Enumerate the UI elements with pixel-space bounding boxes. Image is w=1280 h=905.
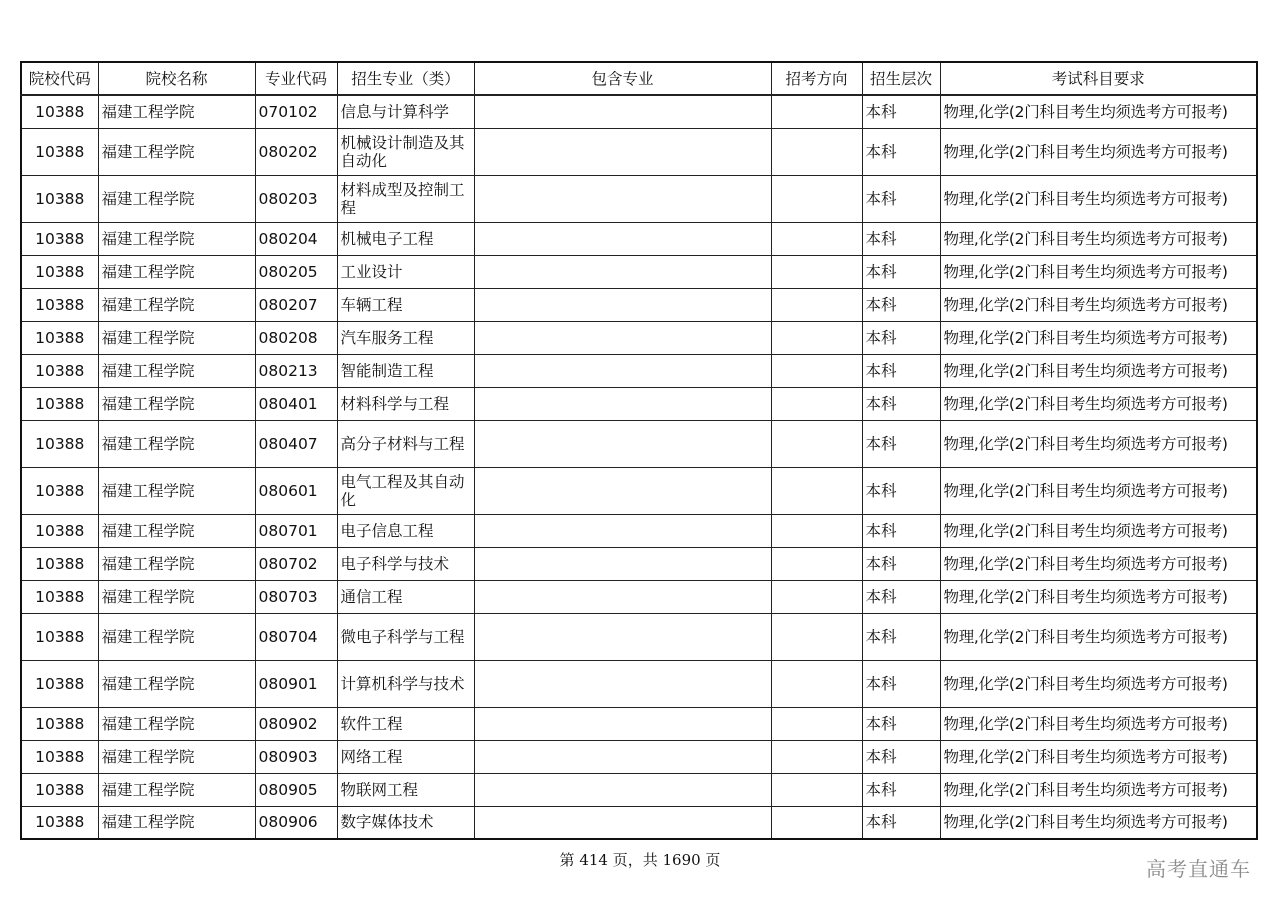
cell-direction: [771, 514, 862, 547]
cell-school-name: 福建工程学院: [98, 128, 255, 175]
cell-school-name: 福建工程学院: [98, 175, 255, 222]
table-row: [21, 175, 1257, 222]
header-direction: 招考方向: [771, 62, 862, 95]
cell-school-code: 10388: [21, 387, 98, 420]
cell-level: 本科: [862, 613, 940, 660]
cell-direction: [771, 707, 862, 740]
cell-major-code: 080208: [255, 321, 337, 354]
cell-major: 数字媒体技术: [337, 806, 474, 839]
cell-requirement: 物理,化学(2门科目考生均须选考方可报考): [940, 95, 1257, 128]
table-row: [21, 467, 1257, 514]
table-row: [21, 420, 1257, 467]
cell-requirement: 物理,化学(2门科目考生均须选考方可报考): [940, 387, 1257, 420]
cell-level: 本科: [862, 175, 940, 222]
cell-direction: [771, 288, 862, 321]
table-body: [21, 95, 1257, 839]
table-row: [21, 547, 1257, 580]
table-row: [21, 514, 1257, 547]
cell-school-code: 10388: [21, 420, 98, 467]
cell-direction: [771, 255, 862, 288]
cell-level: 本科: [862, 255, 940, 288]
cell-requirement: 物理,化学(2门科目考生均须选考方可报考): [940, 514, 1257, 547]
header-major: 招生专业（类）: [337, 62, 474, 95]
cell-school-code: 10388: [21, 321, 98, 354]
cell-major-code: 080702: [255, 547, 337, 580]
cell-school-code: 10388: [21, 255, 98, 288]
cell-includes: [474, 321, 771, 354]
cell-includes: [474, 420, 771, 467]
cell-major-code: 080704: [255, 613, 337, 660]
cell-school-code: 10388: [21, 660, 98, 707]
cell-school-name: 福建工程学院: [98, 255, 255, 288]
header-level: 招生层次: [862, 62, 940, 95]
cell-major: 材料科学与工程: [337, 387, 474, 420]
table-row: [21, 740, 1257, 773]
cell-level: 本科: [862, 288, 940, 321]
cell-level: 本科: [862, 740, 940, 773]
cell-major: 机械设计制造及其自动化: [337, 128, 474, 175]
cell-level: 本科: [862, 128, 940, 175]
cell-major: 汽车服务工程: [337, 321, 474, 354]
cell-requirement: 物理,化学(2门科目考生均须选考方可报考): [940, 773, 1257, 806]
cell-direction: [771, 95, 862, 128]
cell-school-code: 10388: [21, 222, 98, 255]
cell-direction: [771, 222, 862, 255]
cell-level: 本科: [862, 467, 940, 514]
cell-major-code: 080902: [255, 707, 337, 740]
cell-major: 物联网工程: [337, 773, 474, 806]
cell-school-name: 福建工程学院: [98, 773, 255, 806]
cell-major-code: 080905: [255, 773, 337, 806]
cell-school-name: 福建工程学院: [98, 740, 255, 773]
cell-school-code: 10388: [21, 707, 98, 740]
cell-school-code: 10388: [21, 467, 98, 514]
cell-major: 网络工程: [337, 740, 474, 773]
cell-school-name: 福建工程学院: [98, 580, 255, 613]
cell-includes: [474, 255, 771, 288]
cell-major: 机械电子工程: [337, 222, 474, 255]
cell-requirement: 物理,化学(2门科目考生均须选考方可报考): [940, 288, 1257, 321]
cell-includes: [474, 740, 771, 773]
cell-school-name: 福建工程学院: [98, 95, 255, 128]
cell-major-code: 080407: [255, 420, 337, 467]
cell-school-code: 10388: [21, 128, 98, 175]
cell-school-name: 福建工程学院: [98, 420, 255, 467]
cell-direction: [771, 580, 862, 613]
table-row: [21, 255, 1257, 288]
cell-major-code: 080213: [255, 354, 337, 387]
table-row: [21, 321, 1257, 354]
cell-school-code: 10388: [21, 514, 98, 547]
cell-school-name: 福建工程学院: [98, 321, 255, 354]
cell-school-name: 福建工程学院: [98, 387, 255, 420]
cell-school-name: 福建工程学院: [98, 613, 255, 660]
table-row: [21, 95, 1257, 128]
table-row: [21, 707, 1257, 740]
cell-level: 本科: [862, 806, 940, 839]
cell-requirement: 物理,化学(2门科目考生均须选考方可报考): [940, 321, 1257, 354]
cell-includes: [474, 95, 771, 128]
cell-school-code: 10388: [21, 580, 98, 613]
cell-includes: [474, 806, 771, 839]
cell-level: 本科: [862, 354, 940, 387]
cell-school-name: 福建工程学院: [98, 222, 255, 255]
cell-level: 本科: [862, 660, 940, 707]
table-row: [21, 288, 1257, 321]
header-major-code: 专业代码: [255, 62, 337, 95]
cell-major: 工业设计: [337, 255, 474, 288]
table-row: [21, 387, 1257, 420]
cell-level: 本科: [862, 321, 940, 354]
cell-direction: [771, 128, 862, 175]
cell-includes: [474, 288, 771, 321]
cell-school-code: 10388: [21, 806, 98, 839]
cell-includes: [474, 354, 771, 387]
header-requirement: 考试科目要求: [940, 62, 1257, 95]
cell-requirement: 物理,化学(2门科目考生均须选考方可报考): [940, 740, 1257, 773]
cell-major-code: 080703: [255, 580, 337, 613]
cell-school-name: 福建工程学院: [98, 467, 255, 514]
cell-direction: [771, 773, 862, 806]
cell-level: 本科: [862, 387, 940, 420]
cell-school-code: 10388: [21, 547, 98, 580]
cell-level: 本科: [862, 580, 940, 613]
cell-direction: [771, 613, 862, 660]
cell-includes: [474, 707, 771, 740]
cell-includes: [474, 773, 771, 806]
cell-includes: [474, 222, 771, 255]
cell-major: 软件工程: [337, 707, 474, 740]
cell-school-name: 福建工程学院: [98, 806, 255, 839]
cell-major-code: 080901: [255, 660, 337, 707]
cell-direction: [771, 175, 862, 222]
cell-requirement: 物理,化学(2门科目考生均须选考方可报考): [940, 613, 1257, 660]
header-school-code: 院校代码: [21, 62, 98, 95]
cell-school-code: 10388: [21, 613, 98, 660]
cell-requirement: 物理,化学(2门科目考生均须选考方可报考): [940, 128, 1257, 175]
cell-major-code: 080207: [255, 288, 337, 321]
table-header-row: [21, 62, 1257, 95]
cell-direction: [771, 354, 862, 387]
cell-includes: [474, 580, 771, 613]
table-row: [21, 660, 1257, 707]
cell-major: 微电子科学与工程: [337, 613, 474, 660]
cell-school-name: 福建工程学院: [98, 707, 255, 740]
table-row: [21, 580, 1257, 613]
cell-requirement: 物理,化学(2门科目考生均须选考方可报考): [940, 354, 1257, 387]
cell-major-code: 080203: [255, 175, 337, 222]
cell-requirement: 物理,化学(2门科目考生均须选考方可报考): [940, 660, 1257, 707]
cell-school-code: 10388: [21, 175, 98, 222]
cell-includes: [474, 547, 771, 580]
cell-major-code: 080401: [255, 387, 337, 420]
cell-includes: [474, 175, 771, 222]
cell-school-name: 福建工程学院: [98, 288, 255, 321]
cell-school-code: 10388: [21, 95, 98, 128]
cell-level: 本科: [862, 514, 940, 547]
admissions-table: [20, 61, 1258, 840]
cell-requirement: 物理,化学(2门科目考生均须选考方可报考): [940, 420, 1257, 467]
cell-direction: [771, 467, 862, 514]
cell-major: 电子信息工程: [337, 514, 474, 547]
cell-major-code: 080202: [255, 128, 337, 175]
cell-includes: [474, 467, 771, 514]
cell-school-name: 福建工程学院: [98, 547, 255, 580]
cell-school-code: 10388: [21, 354, 98, 387]
cell-school-name: 福建工程学院: [98, 514, 255, 547]
cell-level: 本科: [862, 547, 940, 580]
cell-direction: [771, 660, 862, 707]
cell-level: 本科: [862, 420, 940, 467]
cell-school-name: 福建工程学院: [98, 660, 255, 707]
cell-includes: [474, 128, 771, 175]
watermark: 高考直通车: [1146, 857, 1251, 881]
header-includes: 包含专业: [474, 62, 771, 95]
cell-major-code: 080701: [255, 514, 337, 547]
table-row: [21, 222, 1257, 255]
cell-level: 本科: [862, 95, 940, 128]
cell-requirement: 物理,化学(2门科目考生均须选考方可报考): [940, 255, 1257, 288]
cell-requirement: 物理,化学(2门科目考生均须选考方可报考): [940, 175, 1257, 222]
cell-direction: [771, 806, 862, 839]
cell-includes: [474, 387, 771, 420]
cell-level: 本科: [862, 773, 940, 806]
cell-level: 本科: [862, 707, 940, 740]
cell-major: 车辆工程: [337, 288, 474, 321]
cell-school-code: 10388: [21, 773, 98, 806]
cell-requirement: 物理,化学(2门科目考生均须选考方可报考): [940, 222, 1257, 255]
cell-school-name: 福建工程学院: [98, 354, 255, 387]
cell-major: 高分子材料与工程: [337, 420, 474, 467]
cell-major: 电气工程及其自动化: [337, 467, 474, 514]
cell-direction: [771, 420, 862, 467]
page-indicator: 第 414 页，共 1690 页: [559, 851, 721, 869]
cell-major-code: 080204: [255, 222, 337, 255]
cell-requirement: 物理,化学(2门科目考生均须选考方可报考): [940, 707, 1257, 740]
cell-major-code: 080906: [255, 806, 337, 839]
cell-school-code: 10388: [21, 288, 98, 321]
cell-major: 材料成型及控制工程: [337, 175, 474, 222]
table-row: [21, 354, 1257, 387]
cell-requirement: 物理,化学(2门科目考生均须选考方可报考): [940, 467, 1257, 514]
cell-requirement: 物理,化学(2门科目考生均须选考方可报考): [940, 547, 1257, 580]
cell-includes: [474, 613, 771, 660]
cell-level: 本科: [862, 222, 940, 255]
cell-major-code: 080903: [255, 740, 337, 773]
cell-includes: [474, 514, 771, 547]
cell-requirement: 物理,化学(2门科目考生均须选考方可报考): [940, 806, 1257, 839]
cell-major-code: 070102: [255, 95, 337, 128]
table-row: [21, 806, 1257, 839]
cell-direction: [771, 547, 862, 580]
cell-direction: [771, 740, 862, 773]
cell-includes: [474, 660, 771, 707]
cell-school-code: 10388: [21, 740, 98, 773]
table-row: [21, 128, 1257, 175]
cell-major-code: 080601: [255, 467, 337, 514]
table-row: [21, 773, 1257, 806]
cell-requirement: 物理,化学(2门科目考生均须选考方可报考): [940, 580, 1257, 613]
cell-direction: [771, 321, 862, 354]
cell-major: 通信工程: [337, 580, 474, 613]
cell-direction: [771, 387, 862, 420]
cell-major: 信息与计算科学: [337, 95, 474, 128]
cell-major: 计算机科学与技术: [337, 660, 474, 707]
header-school-name: 院校名称: [98, 62, 255, 95]
cell-major: 电子科学与技术: [337, 547, 474, 580]
cell-major: 智能制造工程: [337, 354, 474, 387]
table-row: [21, 613, 1257, 660]
cell-major-code: 080205: [255, 255, 337, 288]
